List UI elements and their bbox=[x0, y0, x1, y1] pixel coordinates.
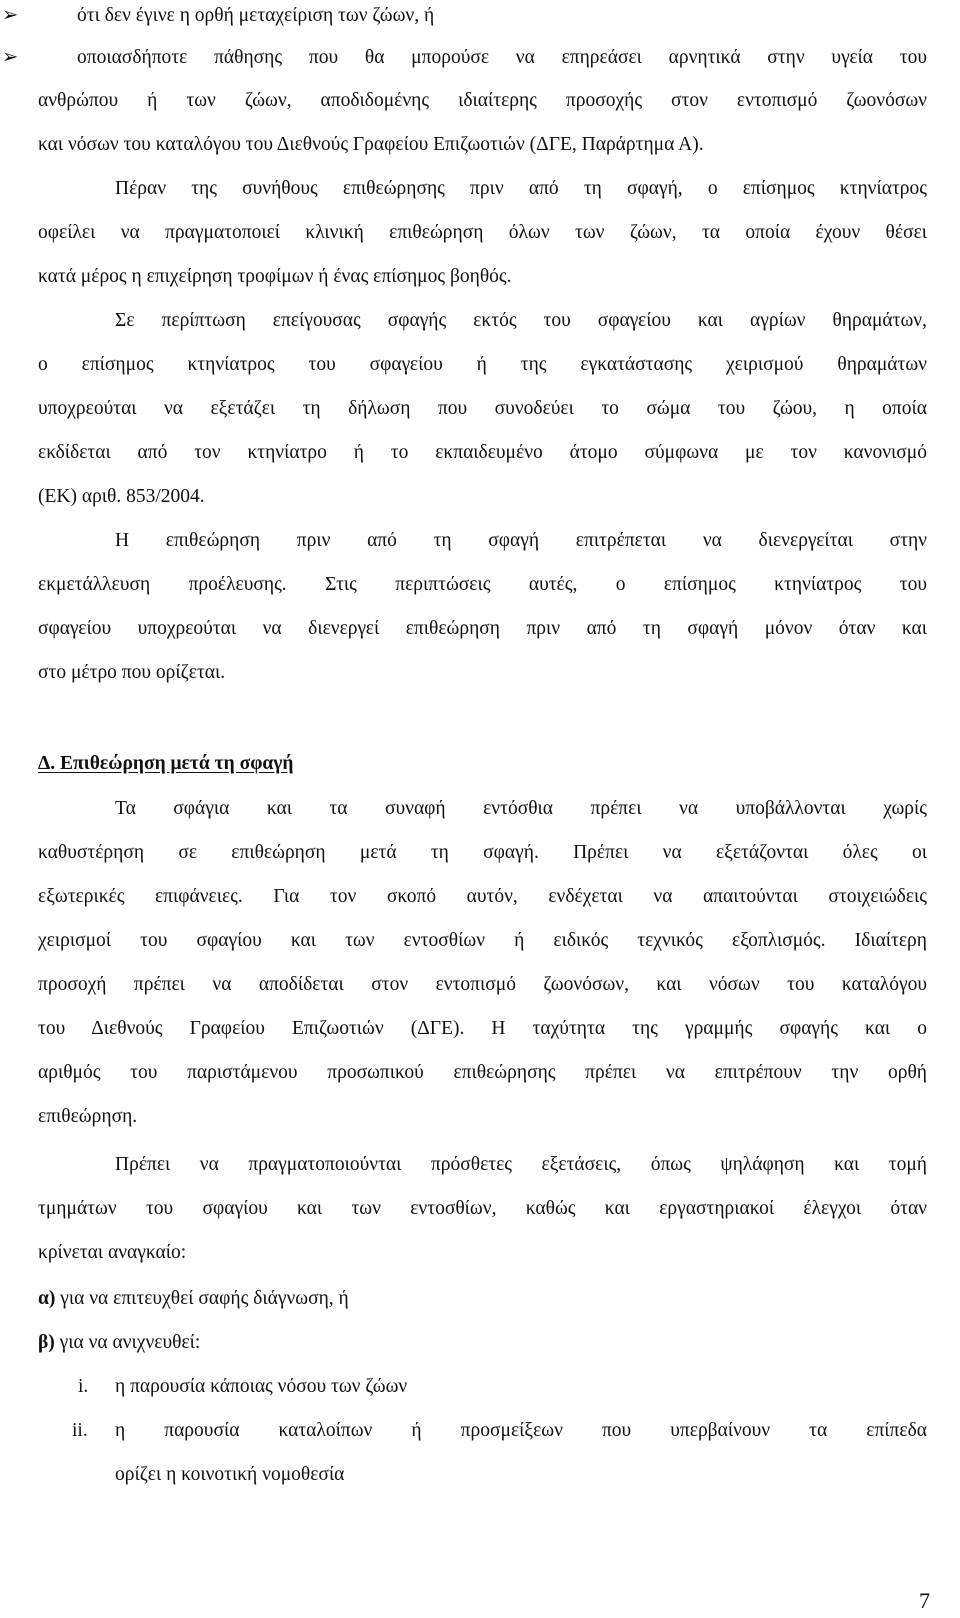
section-heading bbox=[38, 752, 293, 776]
subitem-label: ii. bbox=[72, 1420, 88, 1441]
paragraph-line: καθυστέρηση σε επιθεώρηση μετά τη σφαγή. Πρέπει να εξετάζονται όλες οι bbox=[38, 842, 927, 863]
page-number: 7 bbox=[919, 1588, 930, 1613]
paragraph-line: Η επιθεώρηση πριν από τη σφαγή επιτρέπεται να διενεργείται στην bbox=[115, 530, 927, 551]
paragraph-line: εκδίδεται από τον κτηνίατρο ή το εκπαιδευμένο άτομο σύμφωνα με τον κανονισμό bbox=[38, 442, 927, 463]
paragraph-line: στο μέτρο που ορίζεται. bbox=[38, 662, 226, 683]
list-item-a bbox=[38, 1287, 349, 1311]
paragraph-line: Πέραν της συνήθους επιθεώρησης πριν από τη σφαγή, ο επίσημος κτηνίατρος bbox=[115, 178, 927, 199]
bullet-arrow-icon: ➢ bbox=[2, 5, 19, 26]
paragraph-line: αριθμός του παριστάμενου προσωπικού επιθεώρησης πρέπει να επιτρέπουν την ορθή bbox=[38, 1062, 927, 1083]
paragraph-line: κρίνεται αναγκαίο: bbox=[38, 1242, 187, 1263]
paragraph-line: προσοχή πρέπει να αποδίδεται στον εντοπισμό ζωονόσων, και νόσων του καταλόγου bbox=[38, 974, 927, 995]
bullet-item-2-cont: ανθρώπου ή των ζώων, αποδιδομένης ιδιαίτερης προσοχής στον εντοπισμό ζωονόσων bbox=[38, 90, 927, 111]
subitem-label: i. bbox=[78, 1376, 89, 1397]
paragraph-line: Τα σφάγια και τα συναφή εντόσθια πρέπει να υποβάλλονται χωρίς bbox=[115, 798, 927, 819]
subitem-text: η παρουσία καταλοίπων ή προσμείξεων που υπερβαίνουν τα επίπεδα bbox=[115, 1420, 927, 1441]
section-heading-prefix: Δ. bbox=[38, 753, 56, 774]
paragraph-line: οφείλει να πραγματοποιεί κλινική επιθεώρηση όλων των ζώων, τα οποία έχουν θέσει bbox=[38, 222, 927, 243]
list-item-text: για να ανιχνευθεί: bbox=[59, 1332, 201, 1353]
paragraph-line: σφαγείου υποχρεούται να διενεργεί επιθεώρηση πριν από τη σφαγή μόνον όταν και bbox=[38, 618, 927, 639]
paragraph-line: Σε περίπτωση επείγουσας σφαγής εκτός του σφαγείου και αγρίων θηραμάτων, bbox=[115, 310, 927, 331]
list-item-b bbox=[38, 1331, 200, 1355]
paragraph-line: του Διεθνούς Γραφείου Επιζωοτιών (ΔΓΕ). Η ταχύτητα της γραμμής σφαγής και ο bbox=[38, 1018, 927, 1039]
section-heading-title: Επιθεώρηση μετά τη σφαγή bbox=[59, 753, 294, 774]
paragraph-line: (ΕΚ) αριθ. 853/2004. bbox=[38, 486, 205, 507]
bullet-item-2-cont: και νόσων του καταλόγου του Διεθνούς Γραφείου Επιζωοτιών (ΔΓΕ, Παράρτημα Α). bbox=[38, 134, 704, 155]
list-item-label: β) bbox=[38, 1332, 55, 1353]
paragraph-line: εκμετάλλευση προέλευσης. Στις περιπτώσεις αυτές, ο επίσημος κτηνίατρος του bbox=[38, 574, 927, 595]
paragraph-line: υποχρεούται να εξετάζει τη δήλωση που συνοδεύει το σώμα του ζώου, η οποία bbox=[38, 398, 927, 419]
paragraph-line: επιθεώρηση. bbox=[38, 1106, 138, 1127]
paragraph-line: τμημάτων του σφαγίου και των εντοσθίων, καθώς και εργαστηριακοί έλεγχοι όταν bbox=[38, 1198, 927, 1219]
paragraph-line: Πρέπει να πραγματοποιούνται πρόσθετες εξετάσεις, όπως ψηλάφηση και τομή bbox=[115, 1154, 927, 1175]
paragraph-line: εξωτερικές επιφάνειες. Για τον σκοπό αυτόν, ενδέχεται να απαιτούνται στοιχειώδεις bbox=[38, 886, 927, 907]
subitem-text: ορίζει η κοινοτική νομοθεσία bbox=[115, 1464, 345, 1485]
paragraph-line: χειρισμοί του σφαγίου και των εντοσθίων ή ειδικός τεχνικός εξοπλισμός. Ιδιαίτερη bbox=[38, 930, 927, 951]
list-item-text: για να επιτευχθεί σαφής διάγνωση, ή bbox=[60, 1288, 349, 1309]
list-item-label: α) bbox=[38, 1288, 56, 1309]
paragraph-line: κατά μέρος η επιχείρηση τροφίμων ή ένας επίσημος βοηθός. bbox=[38, 266, 512, 287]
subitem-text: η παρουσία κάποιας νόσου των ζώων bbox=[115, 1376, 408, 1397]
bullet-item-1: ότι δεν έγινε η ορθή μεταχείριση των ζώων, ή bbox=[77, 5, 435, 26]
paragraph-line: ο επίσημος κτηνίατρος του σφαγείου ή της εγκατάστασης χειρισμού θηραμάτων bbox=[38, 354, 927, 375]
bullet-arrow-icon: ➢ bbox=[2, 47, 19, 68]
bullet-item-2: οποιασδήποτε πάθησης που θα μπορούσε να επηρεάσει αρνητικά στην υγεία του bbox=[77, 47, 927, 68]
